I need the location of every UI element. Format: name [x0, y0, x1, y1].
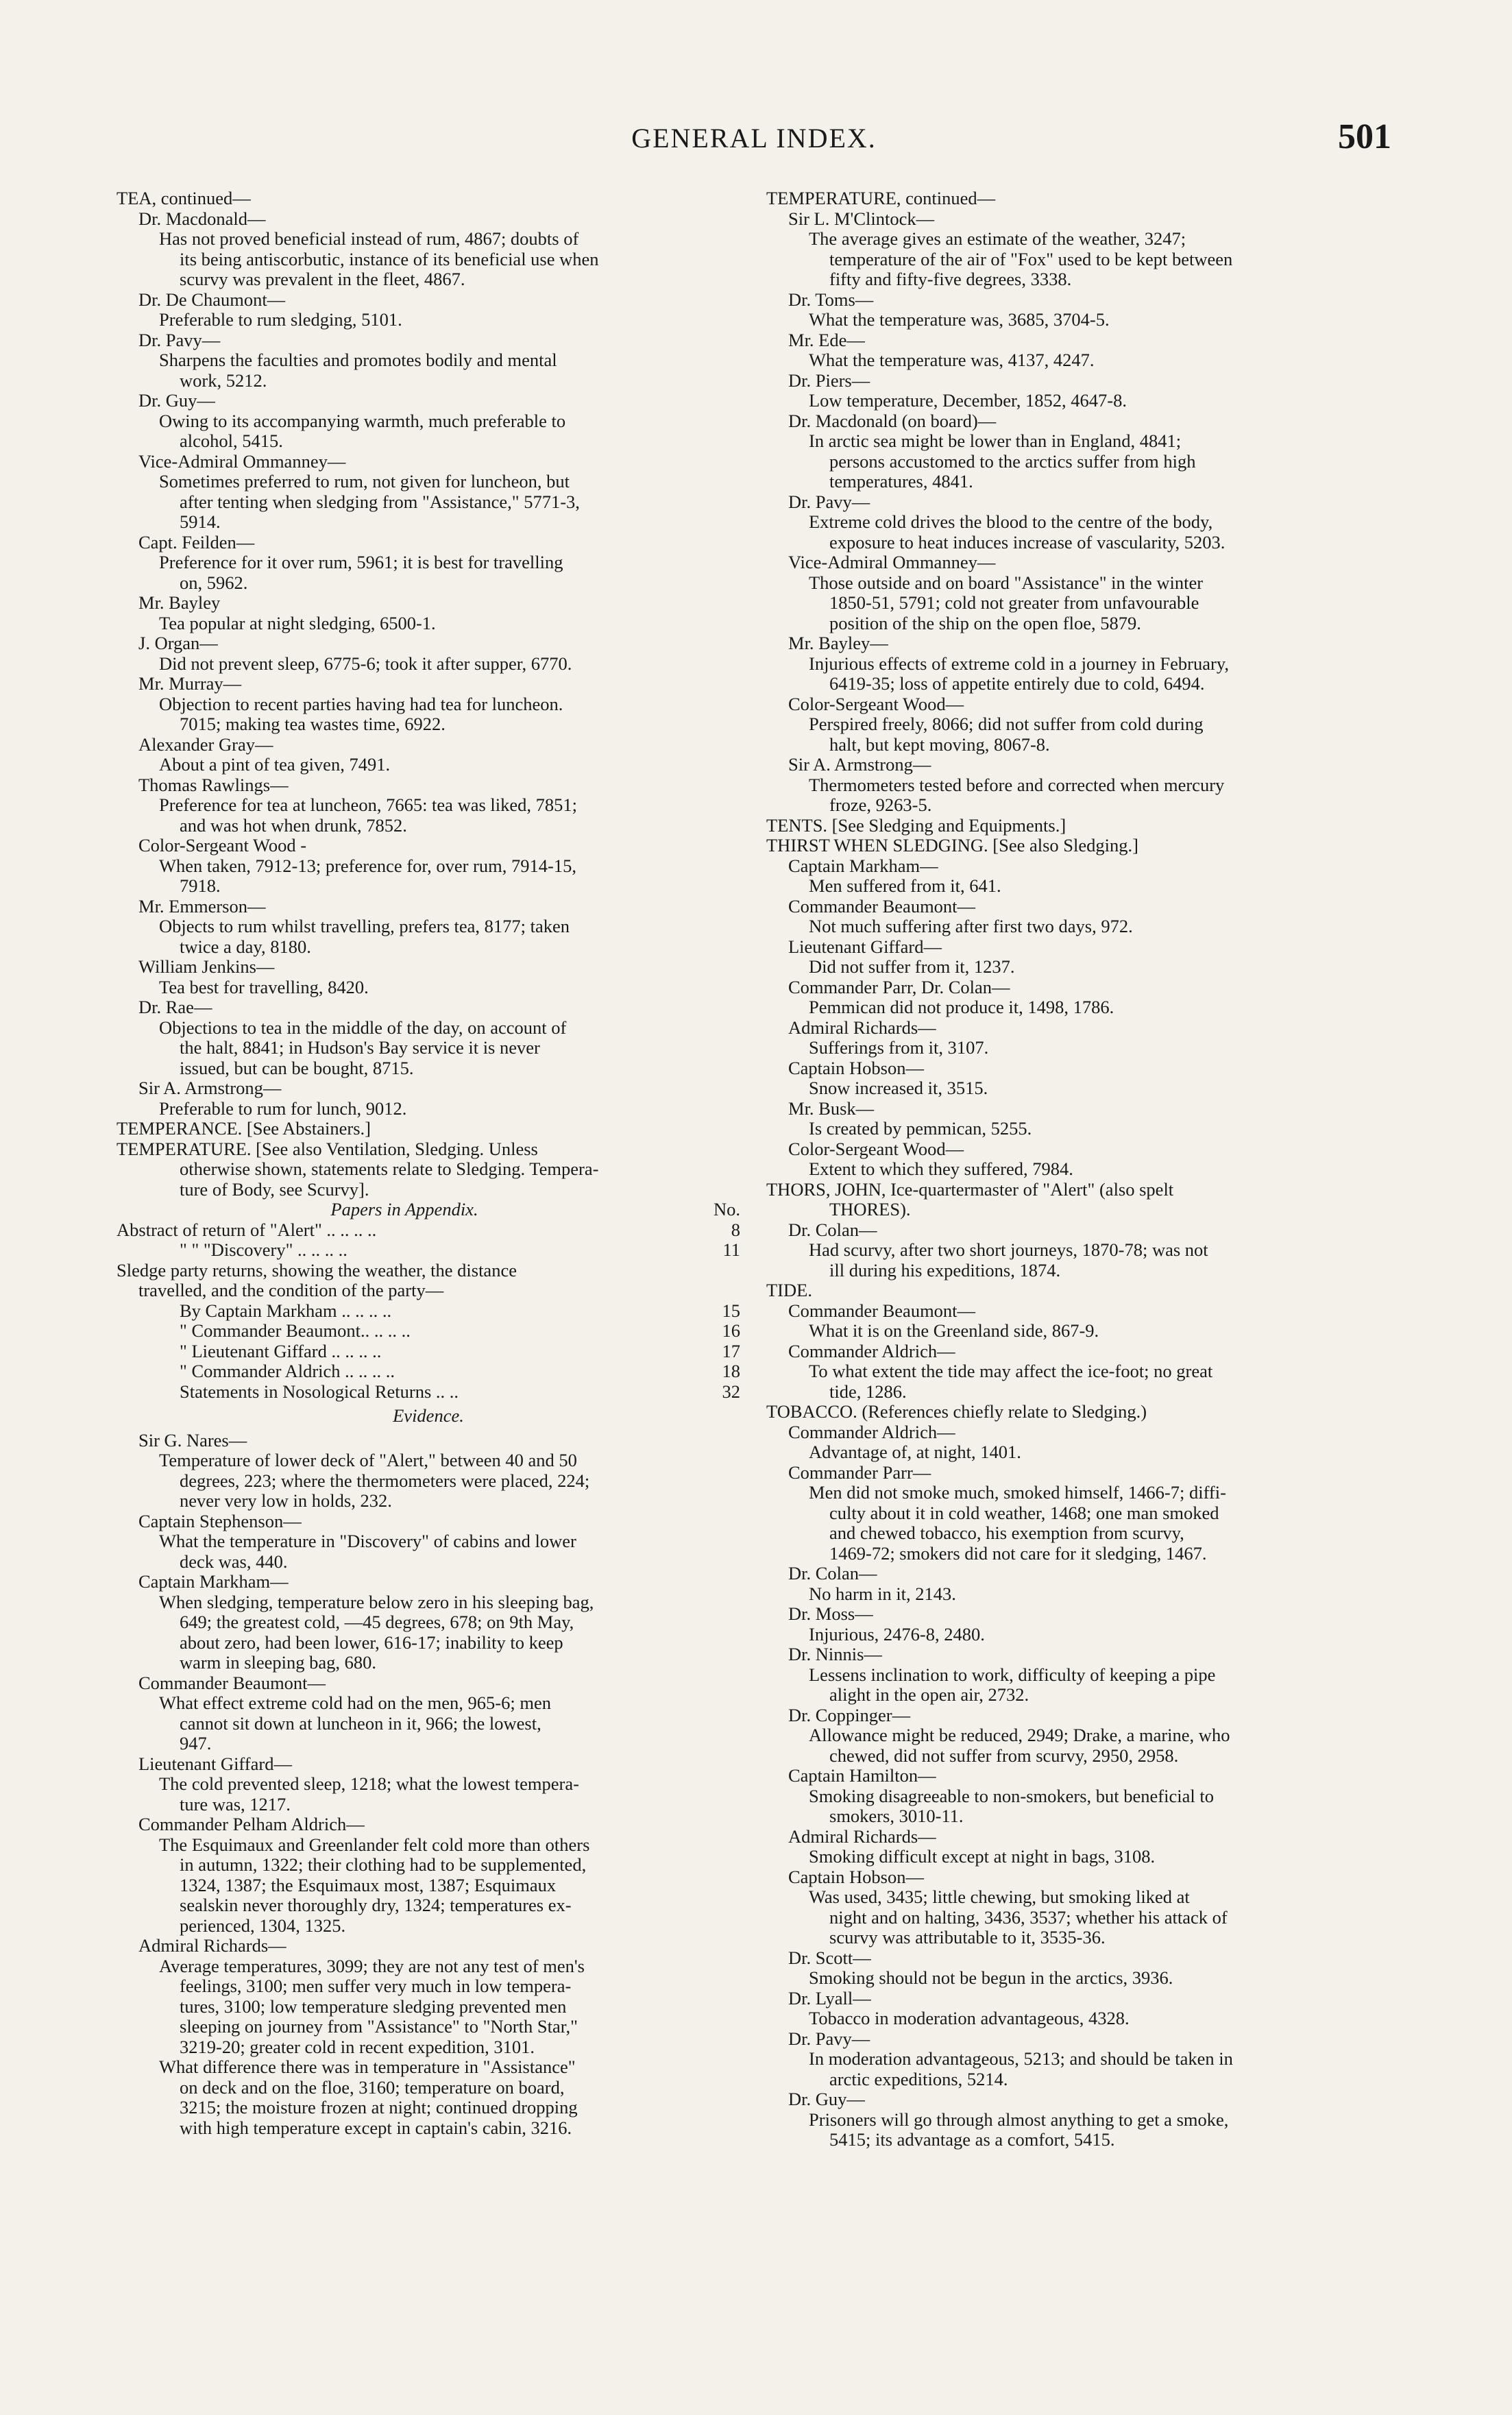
- index-entry-line: feelings, 3100; men suffer very much in low tempera-: [180, 1976, 572, 1996]
- appendix-row: [117, 1301, 740, 1322]
- appendix-row-label: " " "Discovery" .. .. .. ..: [180, 1240, 347, 1260]
- index-witness: Vice-Admiral Ommanney—: [138, 451, 346, 472]
- index-witness: Dr. Toms—: [788, 289, 874, 310]
- index-entry-line: Sharpens the faculties and promotes bodily and mental: [159, 350, 557, 370]
- index-witness: Commander Aldrich—: [788, 1422, 955, 1442]
- index-entry-line: About a pint of tea given, 7491.: [159, 755, 391, 775]
- index-entry-line: issued, but can be bought, 8715.: [180, 1058, 414, 1078]
- index-entry-line: Was used, 3435; little chewing, but smoking liked at: [809, 1887, 1190, 1907]
- index-witness: Thomas Rawlings—: [138, 775, 289, 795]
- index-witness: Commander Parr, Dr. Colan—: [788, 977, 1010, 997]
- index-entry-line: 6419-35; loss of appetite entirely due to cold, 6494.: [829, 674, 1205, 694]
- section-heading: Evidence.: [393, 1406, 464, 1426]
- index-entry-line: cannot sit down at luncheon in it, 966; the lowest,: [180, 1713, 541, 1734]
- index-entry-line: chewed, did not suffer from scurvy, 2950, 2958.: [829, 1745, 1179, 1766]
- index-witness: Sir G. Nares—: [138, 1430, 247, 1451]
- index-entry-line: about zero, had been lower, 616-17; inability to keep: [180, 1632, 563, 1653]
- index-witness: Commander Beaumont—: [788, 1300, 976, 1321]
- index-witness: Dr. Scott—: [788, 1947, 871, 1968]
- index-entry-line: tide, 1286.: [829, 1381, 907, 1402]
- index-witness: travelled, and the condition of the party—: [138, 1281, 444, 1300]
- index-entry-line: Snow increased it, 3515.: [809, 1078, 988, 1098]
- index-entry-line: never very low in holds, 232.: [180, 1491, 392, 1511]
- index-entry-line: Has not proved beneficial instead of rum, 4867; doubts of: [159, 229, 579, 249]
- index-entry-line: Advantage of, at night, 1401.: [809, 1442, 1021, 1462]
- index-witness: Dr. Rae—: [138, 997, 212, 1017]
- index-entry-line: and was hot when drunk, 7852.: [180, 815, 407, 836]
- index-entry-line: When taken, 7912-13; preference for, over rum, 7914-15,: [159, 855, 576, 876]
- appendix-row-number: 16: [722, 1320, 740, 1341]
- index-entry-line: In moderation advantageous, 5213; and should be taken in: [809, 2049, 1233, 2069]
- appendix-row-number: 8: [731, 1219, 740, 1240]
- index-entry-line: 7015; making tea wastes time, 6922.: [180, 714, 446, 734]
- appendix-header-number: No.: [713, 1199, 740, 1219]
- appendix-row-number: 32: [722, 1381, 740, 1402]
- appendix-row: [117, 1240, 740, 1261]
- index-entry-line: temperatures, 4841.: [829, 472, 973, 492]
- index-heading: TIDE.: [766, 1281, 812, 1300]
- index-entry-line: in autumn, 1322; their clothing had to be supplemented,: [180, 1855, 587, 1875]
- index-witness: Dr. Piers—: [788, 370, 870, 391]
- index-entry-line: Sometimes preferred to rum, not given for luncheon, but: [159, 472, 570, 492]
- appendix-row-label: By Captain Markham .. .. .. ..: [180, 1300, 392, 1321]
- index-entry-line: Lessens inclination to work, difficulty of keeping a pipe: [809, 1664, 1216, 1685]
- index-heading: TEMPERANCE. [See Abstainers.]: [117, 1119, 371, 1139]
- index-entry-line: 5914.: [180, 512, 221, 532]
- index-entry-line: ture of Body, see Scurvy].: [180, 1179, 369, 1200]
- appendix-header: [117, 1200, 740, 1220]
- index-entry-line: The average gives an estimate of the weather, 3247;: [809, 229, 1186, 249]
- index-entry-line: and chewed tobacco, his exemption from scurvy,: [829, 1523, 1184, 1543]
- index-witness: Sir L. M'Clintock—: [788, 208, 935, 229]
- index-witness: Color-Sergeant Wood—: [788, 1139, 964, 1159]
- index-witness: Color-Sergeant Wood—: [788, 694, 964, 714]
- index-entry-line: Is created by pemmican, 5255.: [809, 1119, 1032, 1139]
- index-entry-line: Preference for tea at luncheon, 7665: tea was liked, 7851;: [159, 795, 578, 815]
- index-entry-line: its being antiscorbutic, instance of its beneficial use when: [180, 249, 599, 269]
- index-witness: Captain Stephenson—: [138, 1511, 302, 1531]
- index-heading: TOBACCO. (References chiefly relate to Sledging.): [766, 1402, 1147, 1422]
- index-entry-line: persons accustomed to the arctics suffer from high: [829, 451, 1196, 472]
- appendix-row-label: " Lieutenant Giffard .. .. .. ..: [180, 1341, 382, 1361]
- index-entry-line: otherwise shown, statements relate to Sledging. Tempera-: [180, 1159, 599, 1179]
- appendix-row: [117, 1342, 740, 1362]
- index-entry-line: twice a day, 8180.: [180, 936, 311, 957]
- index-entry-line: The Esquimaux and Greenlander felt cold more than others: [159, 1834, 590, 1855]
- index-entry-line: ill during his expeditions, 1874.: [829, 1260, 1061, 1281]
- index-entry-line: 947.: [180, 1734, 212, 1753]
- page-title: GENERAL INDEX.: [631, 123, 877, 154]
- index-entry-line: Perspired freely, 8066; did not suffer from cold during: [809, 714, 1204, 734]
- appendix-row: [117, 1382, 740, 1403]
- index-entry-line: 3219-20; greater cold in recent expedition, 3101.: [180, 2037, 535, 2057]
- index-entry-line: Tea best for travelling, 8420.: [159, 977, 369, 997]
- appendix-header-label: Papers in Appendix.: [330, 1199, 478, 1219]
- index-entry-line: perienced, 1304, 1325.: [180, 1915, 346, 1936]
- index-witness: Commander Aldrich—: [788, 1341, 955, 1361]
- index-witness: Mr. Bayley: [138, 593, 221, 613]
- index-entry-line: What effect extreme cold had on the men, 965-6; men: [159, 1693, 551, 1713]
- index-entry-line: Low temperature, December, 1852, 4647-8.: [809, 391, 1127, 411]
- index-entry-line: halt, but kept moving, 8067-8.: [829, 734, 1050, 755]
- index-witness: Color-Sergeant Wood -: [138, 836, 307, 855]
- index-entry-line: smokers, 3010-11.: [829, 1806, 964, 1826]
- index-witness: Dr. Guy—: [138, 391, 215, 411]
- index-heading: TEA, continued—: [117, 189, 251, 208]
- index-witness: Admiral Richards—: [788, 1017, 936, 1038]
- index-entry-line: Preferable to rum sledging, 5101.: [159, 310, 402, 330]
- index-entry-line: alcohol, 5415.: [180, 431, 283, 451]
- index-witness: Mr. Murray—: [138, 674, 242, 694]
- index-witness: Captain Hobson—: [788, 1867, 924, 1887]
- index-entry-line: In arctic sea might be lower than in England, 4841;: [809, 431, 1182, 451]
- index-entry-line: Tobacco in moderation advantageous, 4328.: [809, 2009, 1130, 2028]
- index-witness: Captain Hobson—: [788, 1058, 924, 1078]
- index-witness: Mr. Bayley—: [788, 633, 888, 653]
- index-heading: TEMPERATURE, continued—: [766, 189, 996, 208]
- index-entry-line: 1850-51, 5791; cold not greater from unfavourable: [829, 593, 1199, 613]
- index-witness: Captain Markham—: [138, 1572, 289, 1592]
- index-witness: Commander Parr—: [788, 1462, 931, 1483]
- appendix-row: [117, 1361, 740, 1382]
- index-witness: Mr. Emmerson—: [138, 896, 266, 917]
- index-witness: Dr. Pavy—: [788, 2028, 870, 2049]
- appendix-row-number: 15: [722, 1300, 740, 1321]
- index-entry-line: Men did not smoke much, smoked himself, 1466-7; diffi-: [809, 1483, 1226, 1503]
- index-entry-line: culty about it in cold weather, 1468; one man smoked: [829, 1503, 1219, 1523]
- appendix-row-number: 17: [722, 1340, 740, 1361]
- index-entry-line: ture was, 1217.: [180, 1794, 291, 1815]
- index-heading: THORS, JOHN, Ice-quartermaster of "Alert" (also spelt: [766, 1179, 1174, 1200]
- index-entry-line: Pemmican did not produce it, 1498, 1786.: [809, 997, 1114, 1017]
- index-entry-line: 7918.: [180, 876, 221, 896]
- index-entry-line: froze, 9263-5.: [829, 795, 932, 815]
- index-entry-line: The cold prevented sleep, 1218; what the lowest tempera-: [159, 1774, 579, 1794]
- index-entry-line: Preferable to rum for lunch, 9012.: [159, 1098, 407, 1119]
- appendix-row: [117, 1220, 740, 1241]
- index-entry-line: on deck and on the floe, 3160; temperature on board,: [180, 2077, 565, 2098]
- index-entry-line: Sufferings from it, 3107.: [809, 1038, 989, 1058]
- appendix-row-label: Abstract of return of "Alert" .. .. .. ..: [117, 1219, 377, 1240]
- index-entry-line: Allowance might be reduced, 2949; Drake, a marine, who: [809, 1725, 1230, 1745]
- index-entry-line: To what extent the tide may affect the ice-foot; no great: [809, 1361, 1213, 1381]
- index-entry-line: with high temperature except in captain's cabin, 3216.: [180, 2117, 572, 2138]
- index-entry-line: sealskin never thoroughly dry, 1324; temperatures ex-: [180, 1895, 572, 1915]
- index-witness: J. Organ—: [138, 633, 218, 653]
- index-witness: William Jenkins—: [138, 957, 275, 977]
- appendix-row-label: " Commander Aldrich .. .. .. ..: [180, 1361, 395, 1381]
- index-entry-line: Not much suffering after first two days, 972.: [809, 917, 1133, 936]
- right-column: [766, 189, 1390, 2150]
- index-entry-line: Tea popular at night sledging, 6500-1.: [159, 613, 436, 633]
- index-entry-line: Smoking should not be begun in the arctics, 3936.: [809, 1968, 1173, 1988]
- index-witness: Dr. Colan—: [788, 1219, 877, 1240]
- index-witness: Captain Markham—: [788, 855, 938, 876]
- page-number: 501: [1338, 117, 1391, 156]
- index-entry-line: Objection to recent parties having had tea for luncheon.: [159, 694, 563, 714]
- index-entry-line: Smoking disagreeable to non-smokers, but beneficial to: [809, 1786, 1214, 1806]
- index-witness: Sir A. Armstrong—: [138, 1078, 282, 1098]
- index-witness: Dr. Pavy—: [788, 492, 870, 512]
- index-entry-line: night and on halting, 3436, 3537; whether his attack of: [829, 1907, 1228, 1928]
- index-heading: THIRST WHEN SLEDGING. [See also Sledging.]: [766, 836, 1138, 855]
- index-entry-line: after tenting when sledging from "Assistance," 5771-3,: [180, 492, 580, 512]
- index-entry-line: Average temperatures, 3099; they are not any test of men's: [159, 1956, 585, 1976]
- index-entry-line: Temperature of lower deck of "Alert," between 40 and 50: [159, 1451, 577, 1470]
- index-entry-line: What difference there was in temperature in "Assistance": [159, 2057, 576, 2077]
- index-entry-line: Injurious, 2476-8, 2480.: [809, 1624, 985, 1645]
- index-entry-line: alight in the open air, 2732.: [829, 1685, 1029, 1705]
- index-entry-line: Did not prevent sleep, 6775-6; took it after supper, 6770.: [159, 653, 572, 674]
- index-entry-line: 649; the greatest cold, —45 degrees, 678; on 9th May,: [180, 1612, 574, 1632]
- index-witness: Admiral Richards—: [788, 1826, 936, 1847]
- index-entry-line: Thermometers tested before and corrected when mercury: [809, 775, 1225, 795]
- index-witness: Lieutenant Giffard—: [788, 936, 942, 957]
- index-entry-line: work, 5212.: [180, 370, 267, 391]
- index-entry-line: Those outside and on board "Assistance" in the winter: [809, 572, 1204, 593]
- index-witness: Dr. Colan—: [788, 1564, 877, 1583]
- index-witness: Sir A. Armstrong—: [788, 755, 931, 775]
- index-witness: Commander Beaumont—: [138, 1673, 326, 1693]
- index-entry-line: Had scurvy, after two short journeys, 1870-78; was not: [809, 1240, 1208, 1260]
- index-witness: Dr. Macdonald—: [138, 208, 266, 229]
- index-entry-line: Smoking difficult except at night in bags, 3108.: [809, 1847, 1156, 1867]
- index-entry-line: What the temperature was, 4137, 4247.: [809, 350, 1095, 370]
- index-entry-line: Did not suffer from it, 1237.: [809, 957, 1015, 977]
- index-entry-line: arctic expeditions, 5214.: [829, 2069, 1008, 2089]
- index-entry-line: Men suffered from it, 641.: [809, 876, 1001, 896]
- index-witness: Lieutenant Giffard—: [138, 1753, 292, 1774]
- index-witness: Mr. Ede—: [788, 330, 865, 350]
- index-entry-line: scurvy was attributable to it, 3535-36.: [829, 1928, 1106, 1947]
- index-witness: Dr. De Chaumont—: [138, 289, 286, 310]
- index-entry-line: Preference for it over rum, 5961; it is best for travelling: [159, 553, 563, 572]
- index-entry-line: What the temperature was, 3685, 3704-5.: [809, 310, 1110, 330]
- index-witness: Commander Beaumont—: [788, 896, 976, 917]
- index-entry-line: Objections to tea in the middle of the day, on account of: [159, 1017, 567, 1038]
- index-entry-line: Owing to its accompanying warmth, much preferable to: [159, 411, 566, 431]
- index-heading: Sledge party returns, showing the weather, the distance: [117, 1260, 517, 1281]
- index-entry-line: fifty and fifty-five degrees, 3338.: [829, 269, 1072, 289]
- index-witness: Dr. Lyall—: [788, 1988, 871, 2009]
- index-witness: Capt. Feilden—: [138, 532, 255, 553]
- index-entry-line: on, 5962.: [180, 572, 248, 593]
- index-entry-line: Injurious effects of extreme cold in a journey in February,: [809, 653, 1229, 674]
- index-entry-line: Extreme cold drives the blood to the centre of the body,: [809, 512, 1213, 532]
- index-entry-line: What it is on the Greenland side, 867-9.: [809, 1321, 1099, 1341]
- index-entry-line: Extent to which they suffered, 7984.: [809, 1159, 1073, 1179]
- index-entry-line: tures, 3100; low temperature sledging prevented men: [180, 1996, 567, 2017]
- index-witness: Vice-Admiral Ommanney—: [788, 553, 996, 572]
- index-entry-line: sleeping on journey from "Assistance" to "North Star,": [180, 2017, 578, 2037]
- index-entry-line: No harm in it, 2143.: [809, 1583, 956, 1604]
- index-witness: Admiral Richards—: [138, 1936, 286, 1956]
- index-witness: Commander Pelham Aldrich—: [138, 1815, 365, 1834]
- index-entry-line: position of the ship on the open floe, 5879.: [829, 613, 1141, 633]
- index-entry-line: What the temperature in "Discovery" of cabins and lower: [159, 1531, 576, 1551]
- index-entry-line: When sledging, temperature below zero in his sleeping bag,: [159, 1592, 594, 1612]
- index-entry-line: 5415; its advantage as a comfort, 5415.: [829, 2130, 1115, 2150]
- index-witness: Dr. Moss—: [788, 1604, 873, 1624]
- index-entry-line: the halt, 8841; in Hudson's Bay service it is never: [180, 1038, 540, 1058]
- index-witness: Mr. Busk—: [788, 1098, 875, 1119]
- index-heading: TENTS. [See Sledging and Equipments.]: [766, 815, 1066, 836]
- appendix-row-label: " Commander Beaumont.. .. .. ..: [180, 1321, 411, 1341]
- left-column: [117, 189, 740, 2138]
- index-heading: TEMPERATURE. [See also Ventilation, Sledging. Unless: [117, 1139, 538, 1159]
- index-entry-line: warm in sleeping bag, 680.: [180, 1653, 377, 1673]
- appendix-row-number: 18: [722, 1361, 740, 1381]
- page-header: [117, 117, 1391, 163]
- index-witness: Dr. Pavy—: [138, 330, 221, 350]
- index-entry-line: temperature of the air of "Fox" used to be kept between: [829, 249, 1233, 269]
- index-entry-line: THORES).: [829, 1200, 911, 1219]
- appendix-row-number: 11: [722, 1239, 740, 1260]
- index-witness: Alexander Gray—: [138, 734, 273, 755]
- appendix-row: [117, 1321, 740, 1342]
- index-witness: Dr. Guy—: [788, 2089, 865, 2109]
- index-witness: Dr. Ninnis—: [788, 1645, 882, 1664]
- index-entry-line: 1469-72; smokers did not care for it sledging, 1467.: [829, 1543, 1207, 1564]
- index-witness: Captain Hamilton—: [788, 1766, 936, 1786]
- index-witness: Dr. Coppinger—: [788, 1705, 911, 1725]
- index-witness: Dr. Macdonald (on board)—: [788, 411, 997, 431]
- index-entry-line: degrees, 223; where the thermometers were placed, 224;: [180, 1470, 590, 1491]
- index-entry-line: deck was, 440.: [180, 1551, 288, 1572]
- index-entry-line: Objects to rum whilst travelling, prefers tea, 8177; taken: [159, 917, 570, 936]
- index-entry-line: exposure to heat induces increase of vascularity, 5203.: [829, 532, 1226, 553]
- index-entry-line: Prisoners will go through almost anything to get a smoke,: [809, 2109, 1229, 2130]
- index-entry-line: 1324, 1387; the Esquimaux most, 1387; Esquimaux: [180, 1875, 557, 1895]
- index-entry-line: scurvy was prevalent in the fleet, 4867.: [180, 269, 465, 289]
- appendix-row-label: Statements in Nosological Returns .. ..: [180, 1381, 459, 1402]
- index-entry-line: 3215; the moisture frozen at night; continued dropping: [180, 2098, 578, 2117]
